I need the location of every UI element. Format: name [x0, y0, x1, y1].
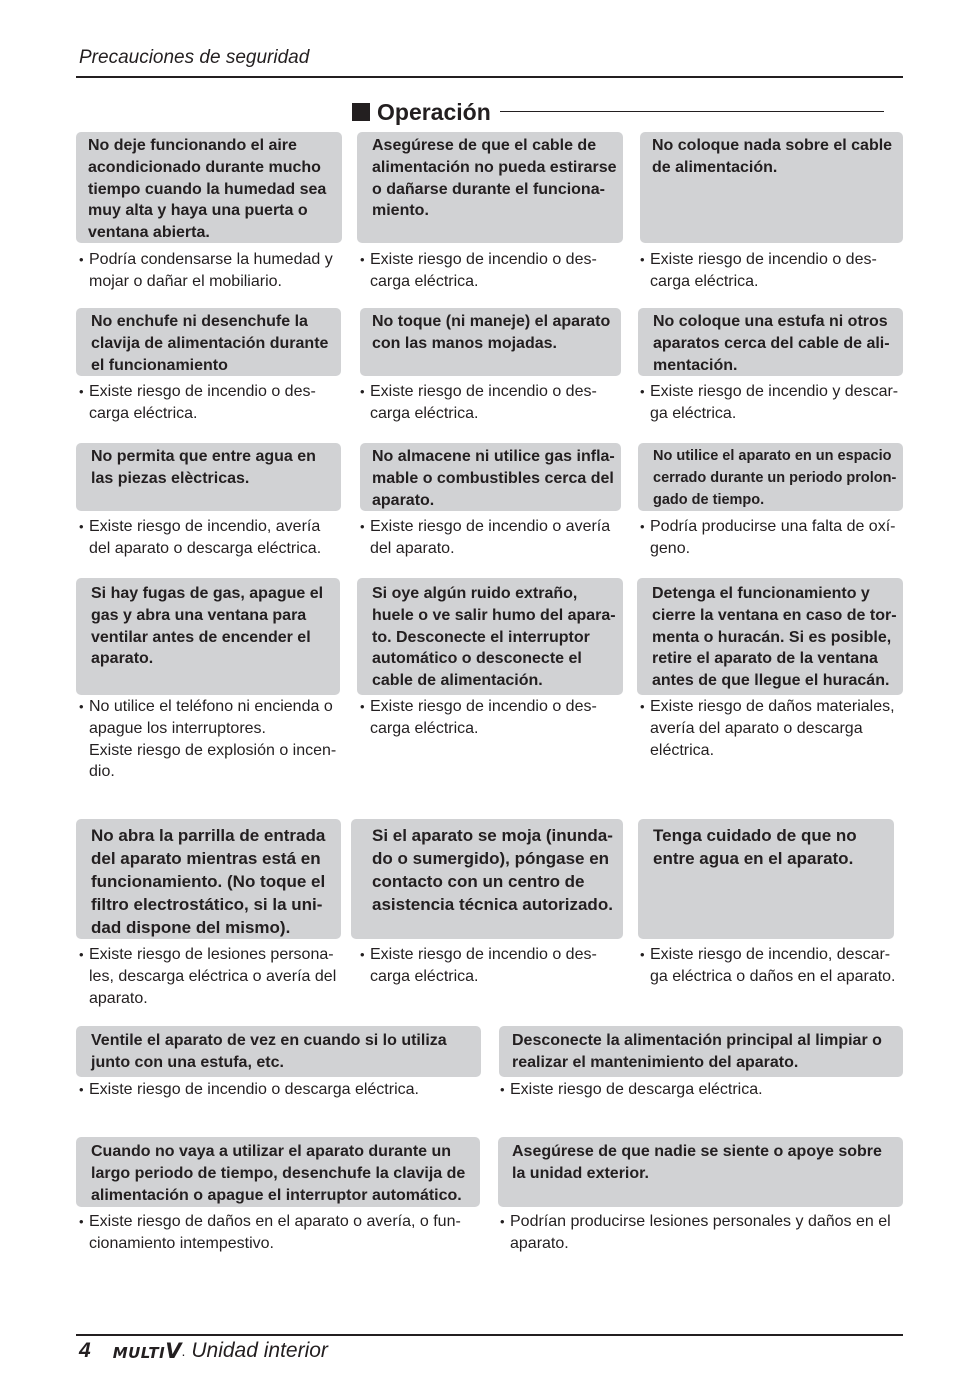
instruction-box: Asegúrese de que nadie se siente o apoye sobre la unidad exterior.: [498, 1137, 903, 1207]
instruction-box: No permita que entre agua en las piezas elèctricas.: [76, 443, 341, 511]
instruction-box: No almacene ni utilice gas infla-mable o combustibles cerca del aparato.: [360, 443, 621, 511]
instruction-box: Asegúrese de que el cable de alimentación no pueda estirarse o dañarse durante el funciona-miento.: [357, 132, 623, 243]
risk-note: • Existe riesgo de incendio, avería del aparato o descarga eléctrica.: [77, 516, 337, 560]
risk-note: • Podría condensarse la humedad y mojar o dañar el mobiliario.: [77, 249, 341, 293]
risk-note: • Existe riesgo de incendio o des-carga eléctrica.: [358, 696, 608, 740]
instruction-box: No coloque una estufa ni otros aparatos cerca del cable de ali-mentación.: [638, 308, 903, 376]
instruction-box: Tenga cuidado de que no entre agua en el aparato.: [638, 819, 894, 939]
instruction-box: Si hay fugas de gas, apague el gas y abra una ventana para ventilar antes de encender el aparato.: [76, 578, 340, 695]
instruction-box: Si el aparato se moja (inunda-do o sumergido), póngase en contacto con un centro de asistencia técnica autorizado.: [351, 819, 623, 939]
footer-subtitle: Unidad interior: [191, 1339, 328, 1362]
footer: [79, 1337, 328, 1365]
brand-logo: [113, 1339, 182, 1363]
risk-note: • Existe riesgo de incendio o descarga eléctrica.: [77, 1079, 477, 1101]
instruction-box: No deje funcionando el aire acondicionado durante mucho tiempo cuando la humedad sea muy alta y haya una puerta o ventana abierta.: [76, 132, 342, 243]
brand-dot: .: [181, 1343, 186, 1359]
risk-note: • Existe riesgo de incendio o avería del aparato.: [358, 516, 618, 560]
header-rule: [76, 76, 903, 78]
section-heading: [352, 97, 491, 127]
risk-note: • Existe riesgo de daños materiales, avería del aparato o descarga eléctrica.: [638, 696, 900, 761]
page-header-title: Precauciones de seguridad: [79, 47, 310, 68]
risk-note: • Podrían producirse lesiones personales y daños en el aparato.: [498, 1211, 903, 1255]
risk-note: • Podría producirse una falta de oxí-geno.: [638, 516, 903, 560]
risk-note-line: • No utilice el teléfono ni encienda o apague los interruptores.: [89, 698, 333, 737]
risk-note: • Existe riesgo de incendio o des-carga eléctrica.: [358, 381, 608, 425]
brand-logo-v: V: [165, 1339, 182, 1363]
section-rule: [500, 111, 884, 112]
page-number: 4: [79, 1339, 91, 1362]
risk-note-line: Existe riesgo de explosión o incen-dio.: [89, 741, 337, 781]
instruction-box: Desconecte la alimentación principal al limpiar o realizar el mantenimiento del aparato.: [499, 1026, 903, 1077]
risk-note: • Existe riesgo de incendio y descar-ga eléctrica.: [638, 381, 904, 425]
risk-note: • Existe riesgo de lesiones persona-les, descarga eléctrica o avería del aparato.: [77, 944, 341, 1009]
instruction-box: No toque (ni maneje) el aparato con las manos mojadas.: [360, 308, 621, 376]
instruction-box: No enchufe ni desenchufe la clavija de alimentación durante el funcionamiento: [76, 308, 341, 376]
risk-note: • Existe riesgo de incendio o des-carga eléctrica.: [358, 944, 608, 988]
instruction-box: Ventile el aparato de vez en cuando si lo utiliza junto con una estufa, etc.: [76, 1026, 481, 1077]
risk-note: • Existe riesgo de incendio o des-carga eléctrica.: [638, 249, 888, 293]
instruction-box: No abra la parrilla de entrada del aparato mientras está en funcionamiento. (No toque el filtro electrostático, si la uni-dad dispone del mismo).: [76, 819, 341, 939]
brand-logo-text: MULTI: [112, 1344, 166, 1362]
risk-note: • Existe riesgo de incendio o des-carga eléctrica.: [358, 249, 608, 293]
risk-note: • Existe riesgo de incendio, descar-ga eléctrica o daños en el aparato.: [638, 944, 904, 988]
instruction-box: Si oye algún ruido extraño, huele o ve salir humo del apara-to. Desconecte el interruptor automático o desconecte el cable de alimentación.: [357, 578, 623, 695]
section-title: Operación: [377, 98, 491, 125]
instruction-box: Detenga el funcionamiento y cierre la ventana en caso de tor-menta o huracán. Si es posible, retire el aparato de la ventana antes de que llegue el huracán.: [637, 578, 903, 695]
instruction-box: No coloque nada sobre el cable de alimentación.: [640, 132, 903, 243]
risk-note: • Existe riesgo de daños en el aparato o avería, o fun-cionamiento intempestivo.: [77, 1211, 477, 1255]
risk-note: • Existe riesgo de descarga eléctrica.: [498, 1079, 898, 1101]
section-square-icon: [352, 103, 370, 121]
footer-rule: [76, 1334, 903, 1336]
instruction-box: Cuando no vaya a utilizar el aparato durante un largo periodo de tiempo, desenchufe la clavija de alimentación o apague el interruptor automático.: [76, 1137, 480, 1207]
risk-note: [77, 696, 341, 783]
instruction-box: No utilice el aparato en un espacio cerrado durante un periodo prolon-gado de tiempo.: [638, 443, 903, 511]
risk-note: • Existe riesgo de incendio o des-carga eléctrica.: [77, 381, 327, 425]
